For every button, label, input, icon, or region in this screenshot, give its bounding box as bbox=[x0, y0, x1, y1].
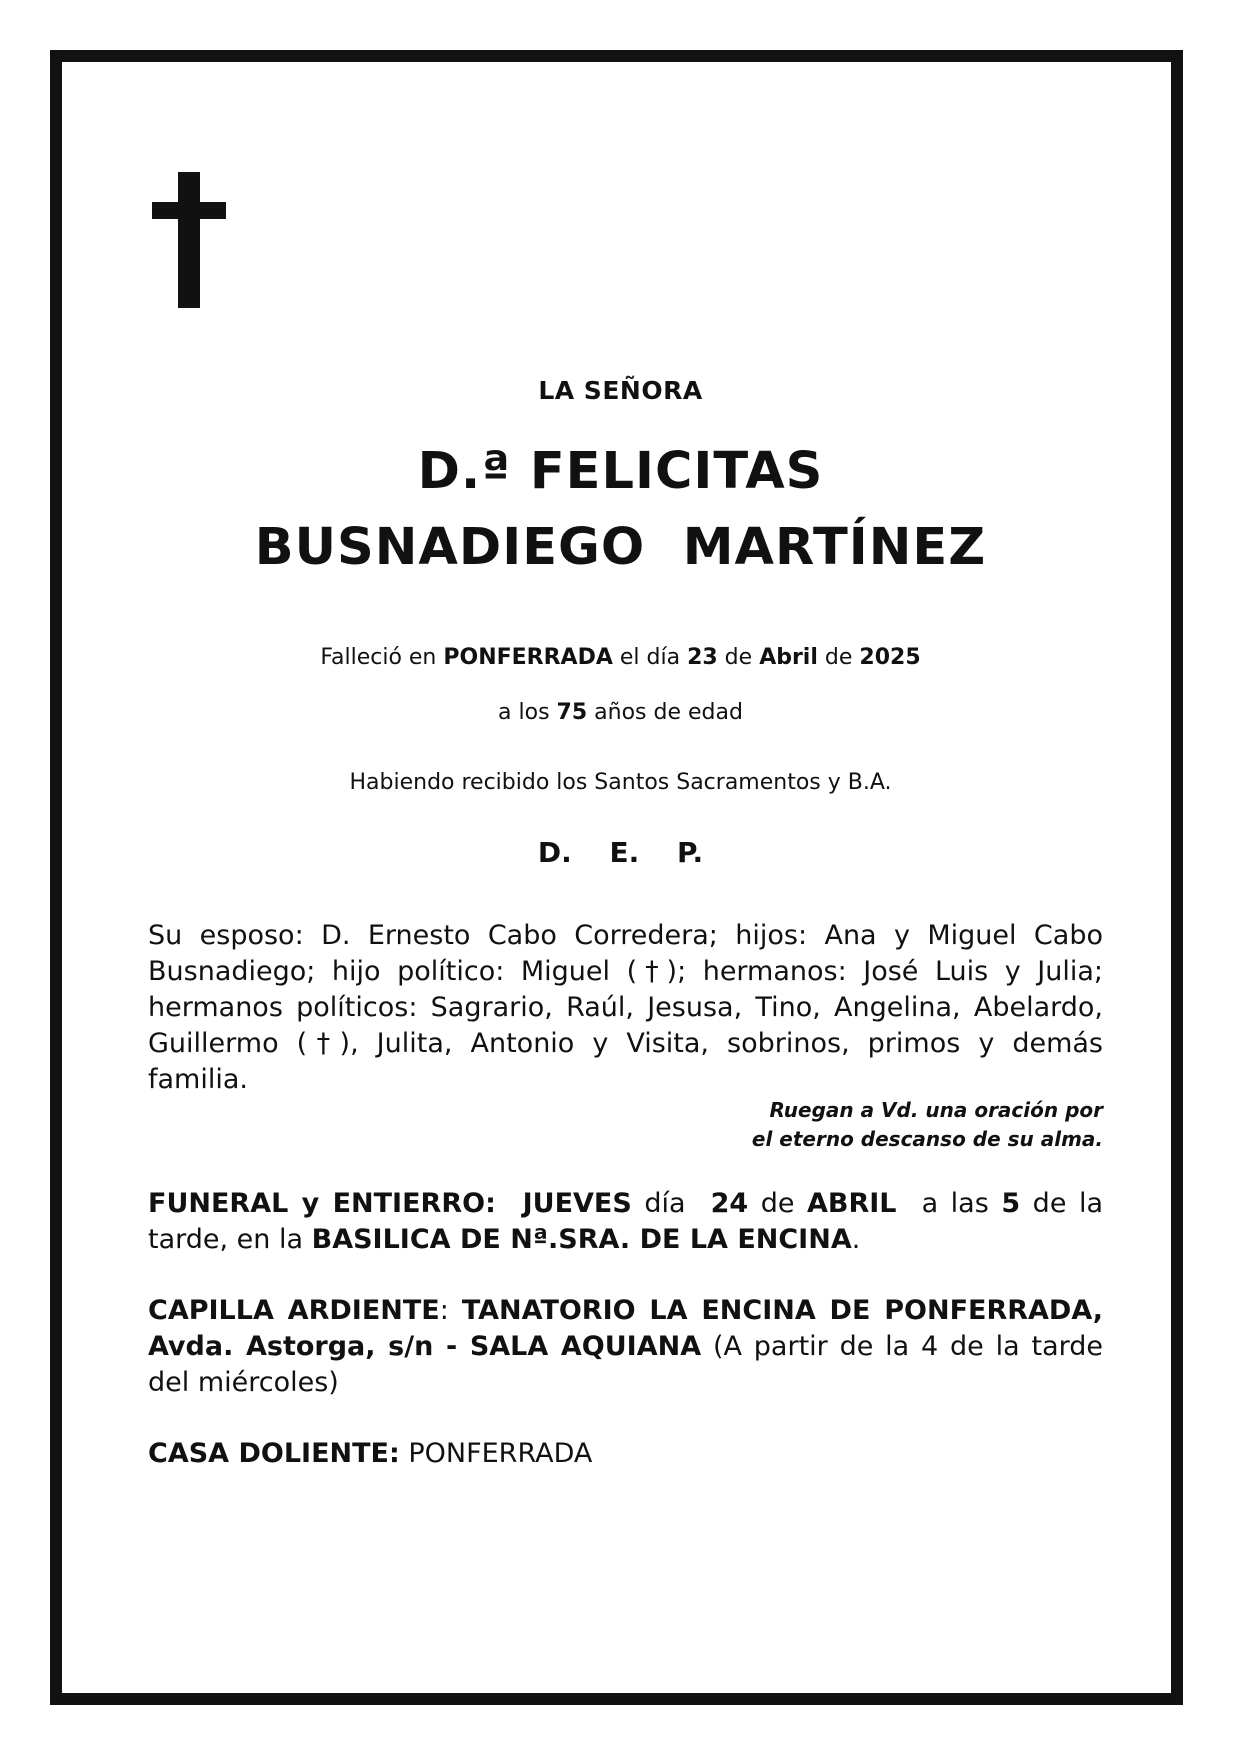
deceased-name-line2: BUSNADIEGO MARTÍNEZ bbox=[254, 518, 987, 577]
funeral-info: FUNERAL y ENTIERRO: JUEVES día 24 de ABRIL a las 5 de la tarde, en la BASILICA DE Nª.SRA. DE LA ENCINA. bbox=[148, 1188, 1112, 1255]
dep-heading: D. E. P. bbox=[537, 836, 704, 869]
prayer-request bbox=[700, 1096, 1103, 1154]
mourning-house-info: CASA DOLIENTE: PONFERRADA bbox=[148, 1438, 593, 1469]
prayer-line2: el eterno descanso de su alma. bbox=[751, 1127, 1103, 1151]
pre-title: LA SEÑORA bbox=[538, 376, 703, 405]
age-info: a los 75 años de edad bbox=[498, 700, 743, 725]
chapel-info: CAPILLA ARDIENTE: TANATORIO LA ENCINA DE PONFERRADA, Avda. Astorga, s/n - SALA AQUIANA (A partir de la 4 de la tarde del miércoles) bbox=[148, 1295, 1104, 1398]
sacraments-note: Habiendo recibido los Santos Sacramentos y B.A. bbox=[349, 770, 892, 795]
prayer-line1: Ruegan a Vd. una oración por bbox=[769, 1098, 1103, 1122]
cross-icon bbox=[152, 172, 226, 308]
deceased-name-line1: D.ª FELICITAS bbox=[417, 442, 824, 501]
death-info: Falleció en PONFERRADA el día 23 de Abril de 2025 bbox=[320, 645, 921, 670]
family-list: Su esposo: D. Ernesto Cabo Corredera; hijos: Ana y Miguel Cabo Busnadiego; hijo político: Miguel (†); hermanos: José Luis y Julia; hermanos políticos: Sagrario, Raúl, Jesusa, Tino, Angelina, Abelardo, Guillermo (†), Julita, Antonio y Visita, sobrinos, primos y demás familia. bbox=[148, 920, 1103, 1095]
